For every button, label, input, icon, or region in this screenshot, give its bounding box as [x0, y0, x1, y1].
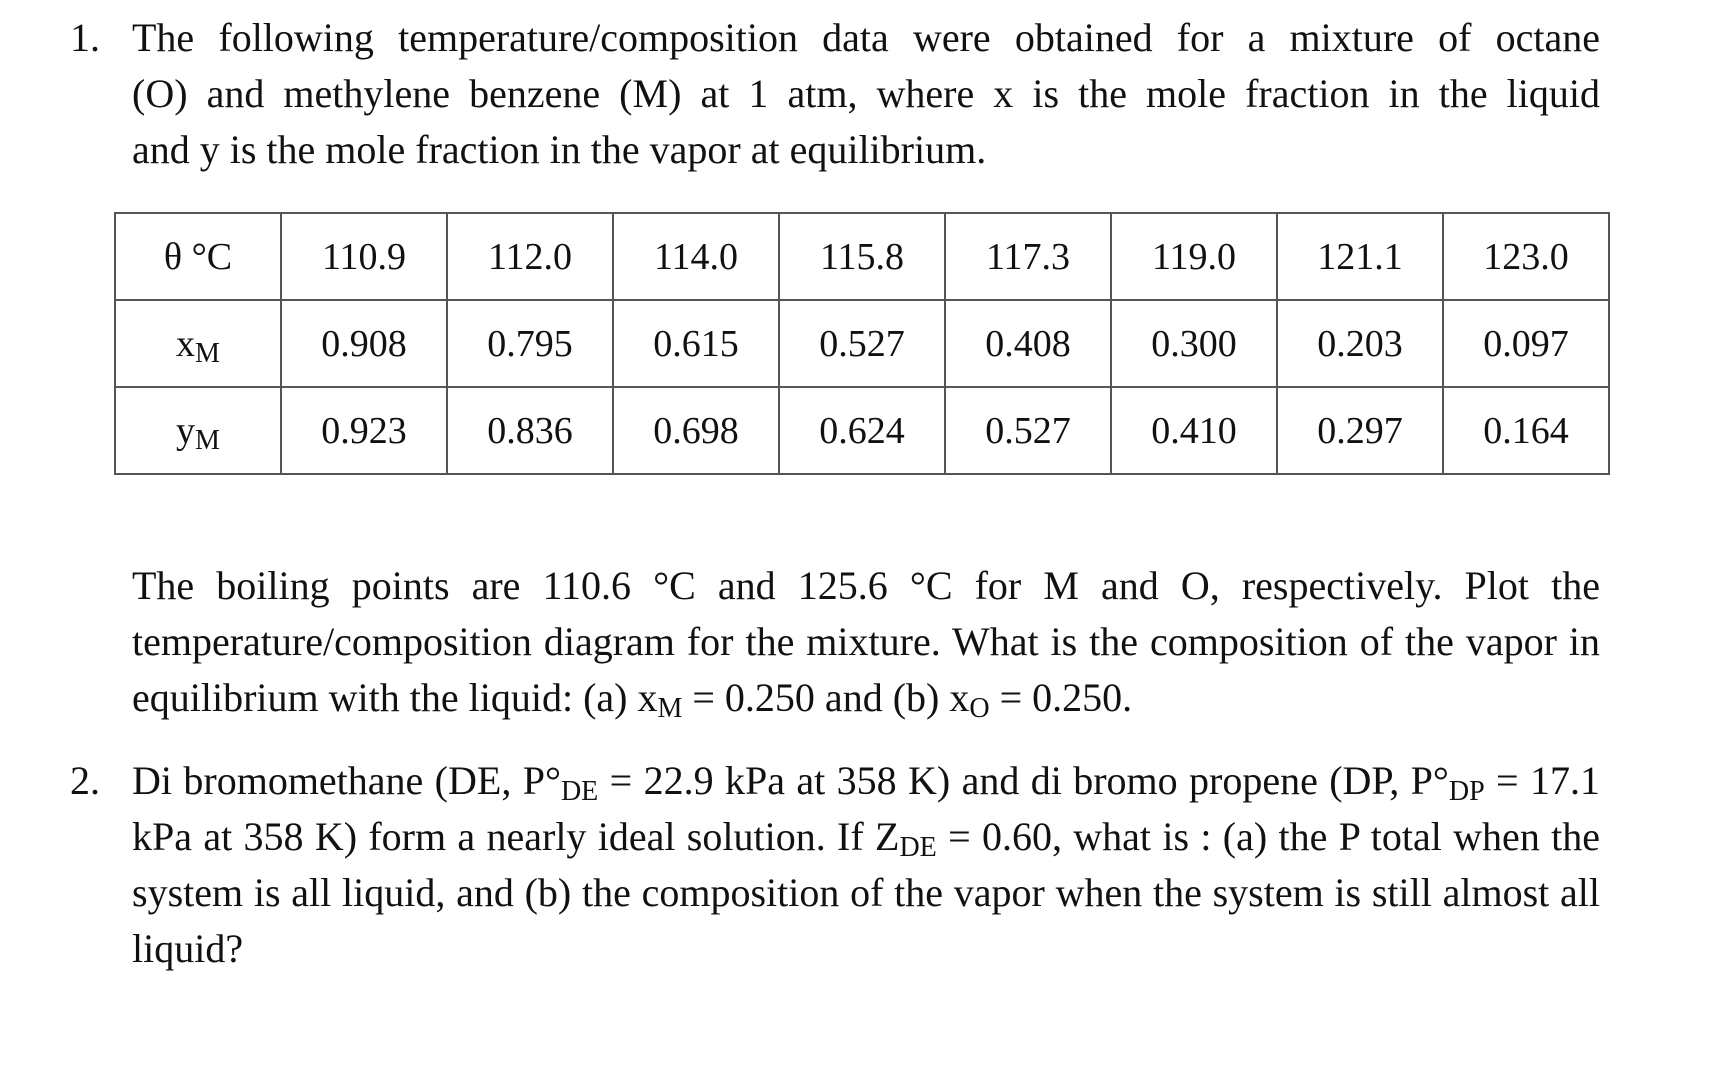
problem-1-question-text-3: = 0.250. — [989, 675, 1133, 720]
row-label-xm-base: x — [176, 322, 196, 365]
problem-2-text-2: = 22.9 kPa at 358 K) and di bromo propene (DP, P° — [598, 758, 1449, 803]
row-label-ym-base: y — [176, 409, 196, 452]
table-row-xm — [115, 300, 1609, 387]
table-cell: 117.3 — [945, 213, 1111, 300]
problem-2-text-1: Di bromomethane (DE, P° — [132, 758, 561, 803]
problem-2-number: 2. — [70, 758, 100, 803]
row-label-ym-sub: M — [195, 424, 220, 456]
problem-1-question-text-2: = 0.250 and (b) x — [682, 675, 970, 720]
table-cell: 112.0 — [447, 213, 613, 300]
problem-2-text-3: = 17.1 kPa at 358 K) form a nearly ideal solution. If Z — [132, 758, 1600, 859]
table-cell: 0.795 — [447, 300, 613, 387]
problem-1-question-sub-a: M — [657, 693, 683, 724]
problem-1-question — [132, 558, 1600, 726]
table-cell: 0.410 — [1111, 387, 1277, 474]
problem-1-intro-line-2: (O) and methylene benzene (M) at 1 atm, where x is the mole fraction in the liquid — [132, 71, 1600, 116]
table-cell: 0.527 — [945, 387, 1111, 474]
table-cell: 123.0 — [1443, 213, 1609, 300]
problem-1-intro-line-1: The following temperature/composition data were obtained for a mixture of octane — [132, 15, 1600, 60]
problem-1-intro — [132, 10, 1600, 178]
table-row-ym — [115, 387, 1609, 474]
table-cell: 0.624 — [779, 387, 945, 474]
problem-2-text — [132, 753, 1600, 977]
table-cell: 115.8 — [779, 213, 945, 300]
row-label-ym — [115, 387, 281, 474]
row-label-xm — [115, 300, 281, 387]
table-cell: 110.9 — [281, 213, 447, 300]
table-cell: 0.836 — [447, 387, 613, 474]
table-cell: 0.164 — [1443, 387, 1609, 474]
problem-2-sub-z: DE — [899, 832, 937, 863]
row-label-xm-sub: M — [195, 337, 220, 369]
table-cell: 114.0 — [613, 213, 779, 300]
row-label-theta: θ °C — [115, 213, 281, 300]
table-cell: 0.300 — [1111, 300, 1277, 387]
table-cell: 0.615 — [613, 300, 779, 387]
table-cell: 0.408 — [945, 300, 1111, 387]
table-cell: 0.698 — [613, 387, 779, 474]
problem-1-question-sub-b: O — [969, 693, 990, 724]
problem-2-text-4: = 0.60, what is : (a) the P total when the system is all liquid, and (b) the composition of the vapor when the system is still almost all liquid? — [132, 814, 1600, 971]
table-row-theta — [115, 213, 1609, 300]
problem-1-question-text-1: The boiling points are 110.6 °C and 125.6 °C for M and O, respectively. Plot the temperature/composition diagram for the mixture. What is the composition of the vapor in equilibrium with the liquid: (a) x — [132, 563, 1600, 720]
table-cell: 0.097 — [1443, 300, 1609, 387]
problem-1 — [70, 10, 1600, 178]
problem-2-sub-de: DE — [560, 776, 599, 807]
table-cell: 0.203 — [1277, 300, 1443, 387]
problem-2-sub-dp: DP — [1448, 776, 1485, 807]
table-cell: 0.908 — [281, 300, 447, 387]
problem-1-intro-line-3: and y is the mole fraction in the vapor at equilibrium. — [132, 127, 987, 172]
table-cell: 119.0 — [1111, 213, 1277, 300]
table-cell: 0.527 — [779, 300, 945, 387]
table-cell: 0.297 — [1277, 387, 1443, 474]
table-cell: 0.923 — [281, 387, 447, 474]
problem-1-number: 1. — [70, 15, 100, 60]
vle-data-table — [114, 212, 1610, 475]
problem-2 — [70, 753, 1600, 977]
table-cell: 121.1 — [1277, 213, 1443, 300]
